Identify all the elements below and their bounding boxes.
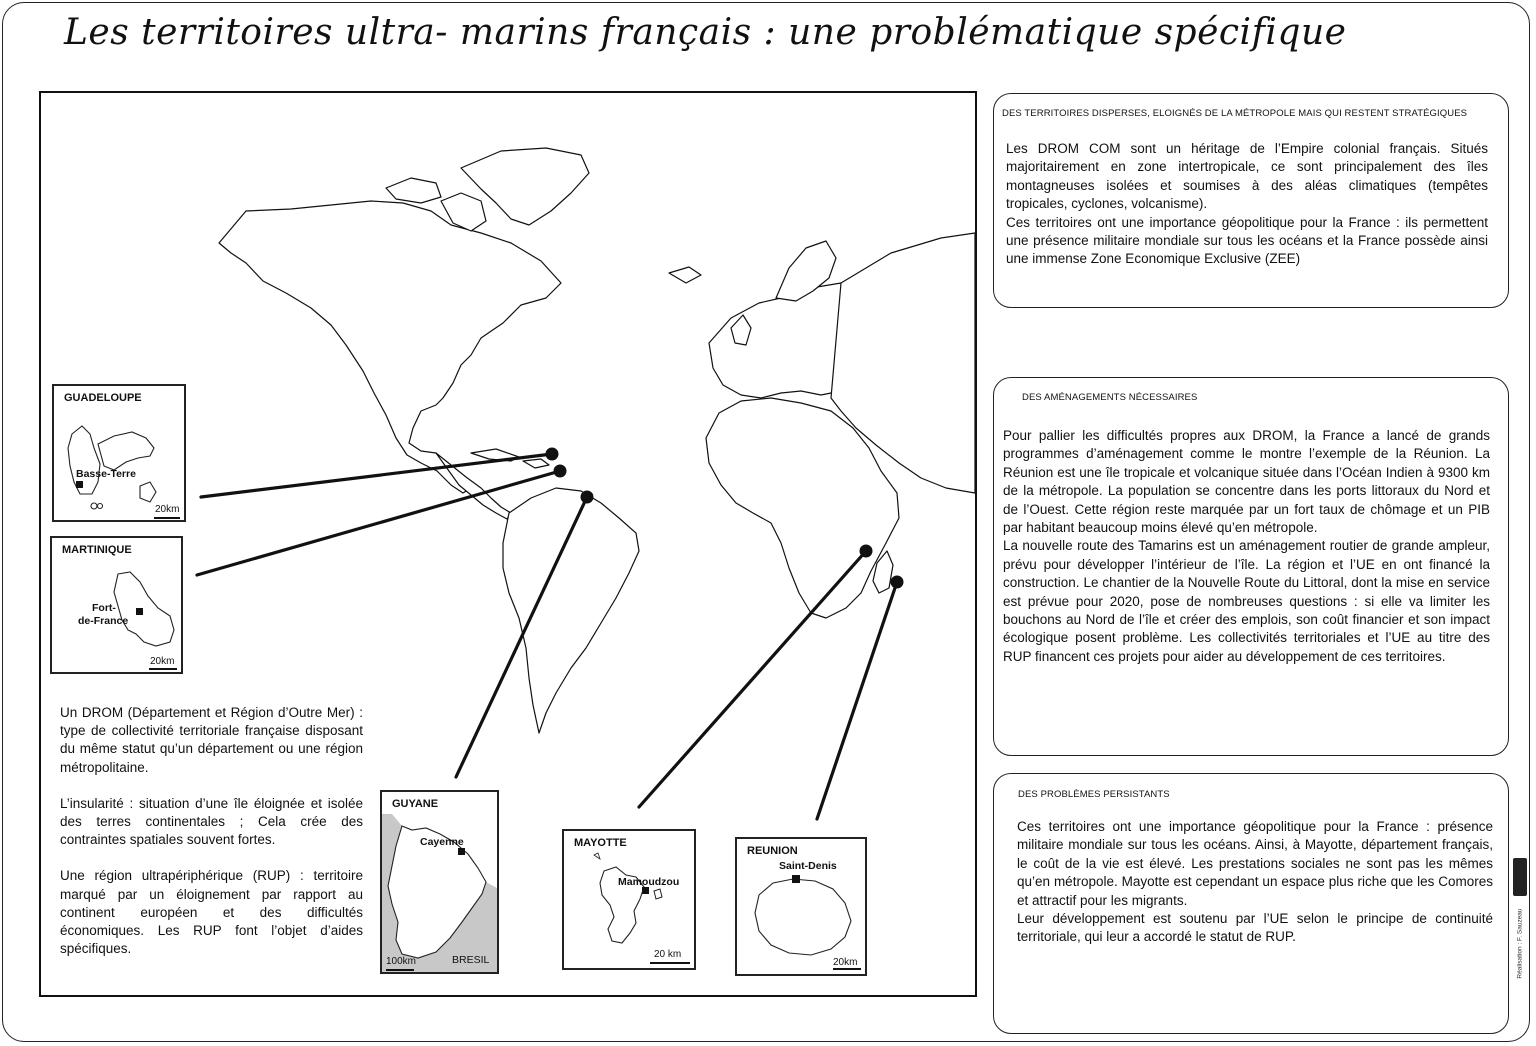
marker-reunion bbox=[891, 576, 904, 589]
inset-martinique bbox=[50, 536, 183, 674]
marker-guyane bbox=[581, 491, 594, 504]
inset-martinique-scale: 20km bbox=[150, 656, 175, 667]
panel-amenagements-paragraph: La nouvelle route des Tamarins est un aménagement routier de grande ampleur, prévu pour développer l’intérieur de l’île. La région et l’UE en ont financé la construction. Le chantier de la Nouvelle Route du Littoral, dont la mise en service est prévue pour 2020, pose de nombreuses questions : si elle va limiter les bouchons au Nord de l’île et créer des emplois, son coût financier et son impact écologique posent problème. Les collectivités territoriales et l’UE au titre des RUP financent ces projets pour aider au développement de ces territoires. bbox=[1003, 538, 1490, 664]
inset-reunion-scale: 20km bbox=[833, 957, 858, 968]
credit-text: Réalisation : F. Sauzeau bbox=[1516, 908, 1524, 979]
inset-guadeloupe bbox=[52, 384, 186, 522]
definitions-block bbox=[60, 704, 363, 976]
panel-amenagements bbox=[993, 377, 1509, 756]
inset-reunion-city: Saint-Denis bbox=[779, 860, 837, 872]
pointer-line-guadeloupe bbox=[201, 454, 552, 497]
iceland-shape bbox=[669, 267, 701, 283]
marker-guadeloupe bbox=[546, 448, 559, 461]
petite-terre-shape bbox=[654, 889, 662, 899]
inset-mayotte-city: Mamoudzou bbox=[618, 876, 680, 888]
panel-problemes-persistants-body bbox=[1017, 818, 1493, 947]
inset-martinique-city-line2: de-France bbox=[78, 615, 129, 627]
panel-territoires-disperses-heading: DES TERRITOIRES DISPERSES, ELOIGNÉS DE LA MÉTROPOLE MAIS QUI RESTENT STRATÉGIQUES bbox=[1002, 108, 1468, 119]
guadeloupe-island-svg bbox=[54, 386, 184, 520]
inset-guyane-neighbor: BRESIL bbox=[452, 954, 490, 966]
mayotte-island-svg bbox=[564, 831, 694, 968]
inset-mayotte bbox=[562, 829, 696, 970]
definition-drom: Un DROM (Département et Région d’Outre Mer) : type de collectivité territoriale française disposant du même statut qu’un département ou une région métropolitaine. bbox=[60, 705, 363, 775]
reunion-shape bbox=[755, 879, 851, 955]
definition-rup: Une région ultrapériphérique (RUP) : territoire marqué par un éloignement par rapport au continent européen et des difficultés économiques. Les RUP font l’objet d’aides spécifiques. bbox=[60, 868, 363, 957]
arctic-islands-shape bbox=[386, 178, 441, 203]
grande-terre-shape bbox=[98, 432, 154, 470]
panel-territoires-disperses-paragraph: Les DROM COM sont un héritage de l’Empire colonial français. Situés majoritairement en zone intertropicale, ce sont principalement des îles montagneuses isolées et soumises à des aléas climatiques (tempêtes tropicales, cyclones, volcanisme). bbox=[1006, 141, 1488, 212]
marie-galante-shape bbox=[140, 482, 156, 502]
inset-guyane-scale: 100km bbox=[386, 956, 417, 967]
inset-guadeloupe-title: GUADELOUPE bbox=[64, 392, 142, 404]
panel-problemes-persistants bbox=[993, 773, 1509, 1034]
marker-martinique bbox=[554, 465, 567, 478]
panel-amenagements-paragraph: Pour pallier les difficultés propres aux DROM, la France a lancé de grands programmes d’aménagement comme le montre l’exemple de la Réunion. La Réunion est une île tropicale et volcanique située dans l’Océan Indien à 9300 km de la métropole. La population se concentre dans les ports littoraux du Nord et de l’Ouest. Cette région reste marquée par un fort taux de chômage et un PIB par habitant beaucoup moins élevé qu’en métropole. bbox=[1003, 428, 1490, 536]
inset-martinique-title: MARTINIQUE bbox=[62, 544, 132, 556]
panel-territoires-disperses bbox=[993, 93, 1509, 308]
panel-amenagements-body bbox=[1003, 427, 1490, 666]
fort-de-france-marker bbox=[136, 608, 143, 615]
credit-block bbox=[1512, 858, 1528, 978]
basse-terre-marker bbox=[76, 481, 83, 488]
inset-martinique-city-line1: Fort- bbox=[92, 602, 116, 614]
inset-guadeloupe-scale: 20km bbox=[155, 504, 180, 515]
page-title: Les territoires ultra- marins français : une problématique spécifique bbox=[64, 12, 1347, 53]
inset-guadeloupe-city: Basse-Terre bbox=[76, 468, 136, 480]
hispaniola-shape bbox=[523, 459, 549, 468]
mamoudzou-marker bbox=[642, 887, 649, 894]
inset-guyane bbox=[380, 790, 499, 974]
basse-terre-shape bbox=[68, 426, 100, 494]
panel-amenagements-heading: DES AMÉNAGEMENTS NÉCESSAIRES bbox=[1022, 392, 1198, 403]
cayenne-marker bbox=[458, 848, 465, 855]
martinique-shape bbox=[114, 572, 174, 646]
martinique-island-svg bbox=[52, 538, 181, 672]
inset-mayotte-title: MAYOTTE bbox=[574, 837, 627, 849]
inset-reunion bbox=[735, 837, 867, 976]
panel-territoires-disperses-paragraph: Ces territoires ont une importance géopolitique pour la France : ils permettent une présence militaire mondiale sur tous les océans et la France possède ainsi une immense Zone Economique Exclusive (ZEE) bbox=[1006, 214, 1488, 267]
guyane-map-svg bbox=[382, 792, 497, 972]
inset-guyane-title: GUYANE bbox=[392, 798, 439, 810]
panel-problemes-persistants-paragraph: Ces territoires ont une importance géopolitique pour la France : présence militaire mondiale sur tous les océans. Ainsi, à Mayotte, département français, le coût de la vie est élevé. Les prestations sociales ne sont pas les mêmes qu’en métropole. Mayotte est cependant un espace plus riche que les Comores et attractif pour les migrants. bbox=[1017, 819, 1493, 908]
north-america-shape bbox=[219, 201, 561, 493]
panel-territoires-disperses-body bbox=[1006, 140, 1488, 269]
panel-problemes-persistants-heading: DES PROBLÈMES PERSISTANTS bbox=[1018, 789, 1170, 800]
south-america-shape bbox=[503, 488, 639, 733]
marker-mayotte bbox=[860, 545, 873, 558]
pointer-line-mayotte bbox=[639, 551, 866, 807]
inset-mayotte-scale: 20 km bbox=[654, 949, 682, 960]
pointer-line-reunion bbox=[817, 582, 897, 819]
inset-reunion-title: REUNION bbox=[747, 845, 798, 857]
panel-problemes-persistants-paragraph: Leur développement est soutenu par l’UE selon le principe de continuité territoriale, qui leur a accordé le statut de RUP. bbox=[1017, 911, 1493, 945]
inset-guyane-city: Cayenne bbox=[420, 836, 464, 848]
saint-denis-marker bbox=[792, 875, 800, 883]
definition-insularite: L’insularité : situation d’une île éloignée et isolée des terres continentales ; Cela crée des contraintes spatiales souvent fortes. bbox=[60, 795, 363, 848]
